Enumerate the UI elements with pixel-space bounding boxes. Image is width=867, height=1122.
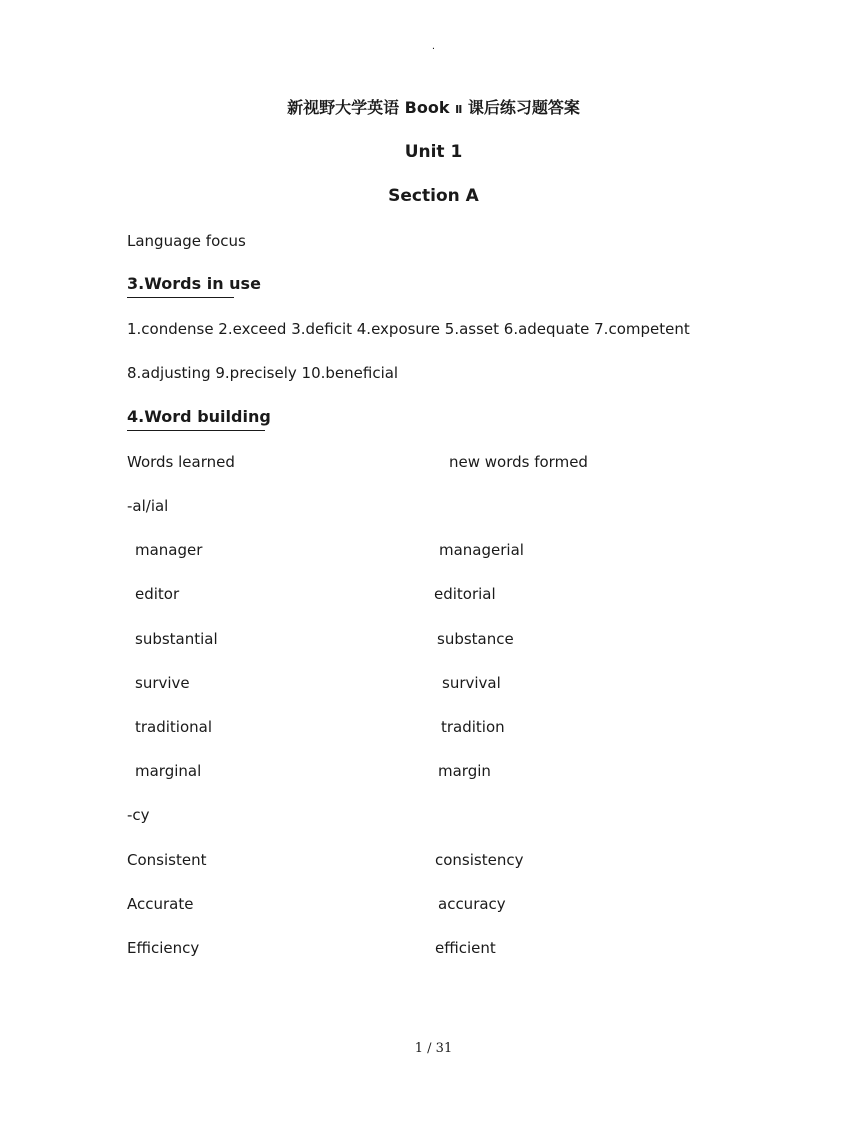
document-title <box>0 96 867 122</box>
title-roman-numeral: Ⅱ <box>455 103 463 116</box>
word-learned: marginal <box>135 762 202 780</box>
word-learned: Accurate <box>127 895 194 913</box>
suffix-label-al-ial: -al/ial <box>127 497 169 515</box>
title-before: 新视野大学英语 Book <box>287 98 456 117</box>
column-header-words-learned: Words learned <box>127 453 235 471</box>
word-formed: accuracy <box>438 895 506 913</box>
word-building-heading: 4.Word building <box>127 406 265 431</box>
word-learned: substantial <box>135 630 218 648</box>
header-dot: . <box>431 41 436 52</box>
word-formed: efficient <box>435 939 496 957</box>
word-formed: substance <box>437 630 514 648</box>
word-learned: manager <box>135 541 203 559</box>
word-formed: tradition <box>441 718 505 736</box>
word-learned: Consistent <box>127 851 207 869</box>
title-after: 课后练习题答案 <box>462 98 580 117</box>
word-formed: managerial <box>439 541 524 559</box>
page-number: 1 / 31 <box>414 1041 453 1056</box>
unit-heading: Unit 1 <box>404 142 463 162</box>
words-in-use-heading: 3.Words in use <box>127 273 234 298</box>
section-heading: Section A <box>388 186 479 206</box>
word-formed: margin <box>438 762 491 780</box>
word-learned: Efficiency <box>127 939 200 957</box>
word-formed: survival <box>442 674 501 692</box>
word-learned: survive <box>135 674 190 692</box>
word-formed: consistency <box>435 851 524 869</box>
column-header-new-words-formed: new words formed <box>449 453 588 471</box>
language-focus-label: Language focus <box>127 232 246 250</box>
word-learned: traditional <box>135 718 213 736</box>
word-learned: editor <box>135 585 180 603</box>
words-in-use-line-2: 8.adjusting 9.precisely 10.beneficial <box>127 364 399 382</box>
words-in-use-line-1: 1.condense 2.exceed 3.deficit 4.exposure 5.asset 6.adequate 7.competent <box>127 320 690 338</box>
suffix-label-cy: -cy <box>127 806 150 824</box>
word-formed: editorial <box>434 585 496 603</box>
